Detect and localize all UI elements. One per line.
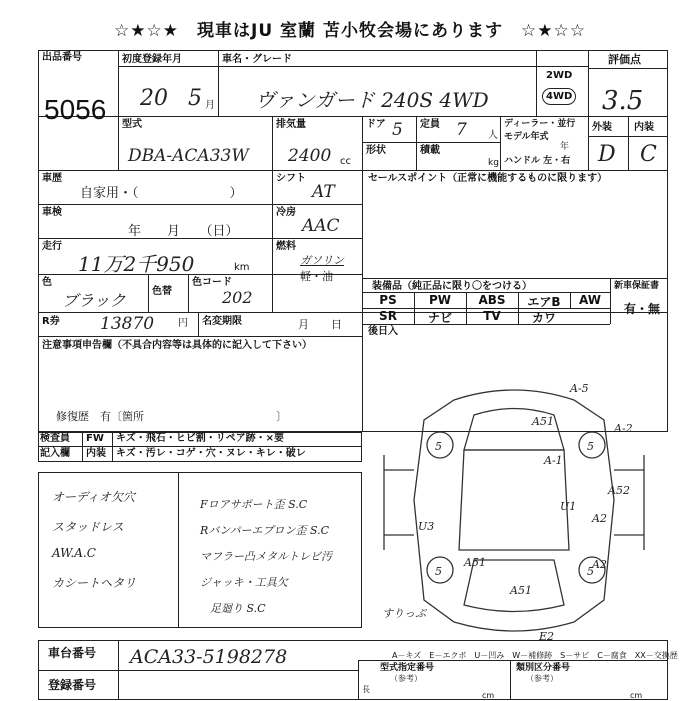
reg-label: 登録番号 bbox=[48, 678, 97, 692]
svg-text:U1: U1 bbox=[560, 500, 577, 513]
header-title: ☆★☆★ 現車はJU 室蘭 苫小牧会場にあります ☆★☆☆ bbox=[114, 21, 586, 41]
spec-label: 型式指定番号 bbox=[380, 663, 435, 673]
equip-sr: SR bbox=[379, 309, 397, 323]
displacement-label: 排気量 bbox=[276, 119, 306, 130]
equip-pw: PW bbox=[428, 293, 452, 307]
shaken-value: 年 月 （日） bbox=[128, 224, 239, 239]
inspector-entry-label: 記入欄 bbox=[40, 448, 70, 459]
model-label: 型式 bbox=[122, 119, 142, 130]
svg-text:A-2: A-2 bbox=[614, 422, 633, 435]
svg-text:A51: A51 bbox=[464, 556, 486, 569]
history-label: 車歴 bbox=[42, 173, 62, 184]
chassis-value: ACA33-5198278 bbox=[130, 646, 288, 668]
equip-navi: ナビ bbox=[427, 311, 452, 325]
tire-rr: 5 bbox=[587, 565, 594, 578]
note-left-2: スタッドレス bbox=[52, 520, 124, 534]
doors-value: 5 bbox=[392, 120, 403, 140]
first-reg-month: 5 bbox=[188, 86, 202, 111]
note-right-3: マフラー凸メタルトレビ汚 bbox=[200, 550, 332, 563]
note-right-1: Fロアサポート歪 S.C bbox=[200, 498, 308, 511]
color-code-value: 202 bbox=[222, 288, 253, 307]
aircon-label: 冷房 bbox=[276, 207, 296, 218]
mileage-value: 11万2千950 bbox=[78, 252, 195, 276]
color-value: ブラック bbox=[62, 291, 126, 310]
mileage-label: 走行 bbox=[42, 241, 62, 252]
svg-text:E2: E2 bbox=[539, 630, 555, 643]
note-right-2: Rバンパーエプロン歪 S.C bbox=[200, 524, 330, 537]
inspector-fw: FW bbox=[86, 433, 104, 444]
drive-2wd-label: 2WD bbox=[546, 70, 573, 81]
first-reg-year: 20 bbox=[140, 86, 168, 111]
model-year-label: モデル年式 bbox=[504, 132, 549, 142]
warranty-label: 新車保証書 bbox=[614, 281, 660, 291]
svg-text:A2: A2 bbox=[592, 512, 607, 525]
paint-label: 色替 bbox=[152, 286, 172, 297]
history-value: 自家用・（ ） bbox=[80, 186, 243, 201]
exterior-value: D bbox=[598, 142, 616, 167]
repair-history: 修復歴 有〔箇所 〕 bbox=[56, 410, 287, 423]
inspector-int: 内装 bbox=[86, 448, 106, 459]
inspector-label: 検査員 bbox=[40, 433, 70, 444]
lot-number: 5056 bbox=[44, 94, 107, 125]
svg-text:A51: A51 bbox=[532, 415, 554, 428]
svg-text:U3: U3 bbox=[418, 520, 435, 533]
equip-tv: TV bbox=[483, 309, 501, 323]
svg-text:すりっぷ: すりっぷ bbox=[382, 607, 426, 620]
displacement-value: 2400 bbox=[288, 146, 332, 166]
model-value: DBA-ACA33W bbox=[128, 146, 249, 166]
inspector-int-text: キズ・汚レ・コゲ・穴・ヌレ・キレ・破レ bbox=[116, 448, 306, 459]
shape-label: 形状 bbox=[366, 145, 386, 156]
note-right-5: 足廻り S.C bbox=[210, 602, 266, 615]
note-left-1: オーディオ欠穴 bbox=[52, 490, 136, 504]
equip-ps: PS bbox=[379, 293, 397, 307]
recycle-value: 13870 bbox=[100, 314, 155, 334]
equipment-label: 装備品（純正品に限り〇をつける） bbox=[372, 281, 532, 292]
tire-fr: 5 bbox=[587, 440, 594, 453]
equip-leather: カワ bbox=[531, 311, 556, 325]
shift-value: AT bbox=[312, 182, 335, 202]
car-name-value: ヴァンガード 240S 4WD bbox=[255, 88, 489, 112]
color-code-label: 色コード bbox=[192, 277, 232, 288]
color-label: 色 bbox=[42, 277, 52, 288]
drive-4wd-circled: 4WD bbox=[542, 88, 576, 105]
fuel-value: ガソリン bbox=[300, 254, 344, 267]
svg-text:A2: A2 bbox=[592, 558, 607, 571]
shift-label: シフト bbox=[276, 173, 306, 184]
car-name-label: 車名・グレード bbox=[222, 54, 292, 65]
diagram-legend: A－キズ E－エクボ U－凹み W－補修跡 S－サビ C－腐食 XX－交換歴 bbox=[392, 651, 678, 660]
tire-fl: 5 bbox=[435, 440, 442, 453]
dealer-label: ディーラー・並行 bbox=[504, 119, 576, 129]
rating-label: 評価点 bbox=[608, 53, 641, 66]
tail-label: 後日入 bbox=[368, 326, 398, 337]
capacity-value: 7 bbox=[456, 120, 467, 140]
inspector-fw-text: キズ・飛石・ヒビ割・リペア跡・×要 bbox=[116, 433, 284, 444]
handle-label: ハンドル 左・右 bbox=[504, 156, 571, 166]
capacity-label: 定員 bbox=[420, 119, 440, 130]
note-left-3: AW.A.C bbox=[52, 546, 96, 560]
svg-text:A-1: A-1 bbox=[544, 454, 563, 467]
class-label: 類別区分番号 bbox=[516, 663, 571, 673]
chassis-label: 車台番号 bbox=[48, 646, 97, 660]
fuel-option: 軽・油 bbox=[300, 270, 333, 283]
svg-text:A52: A52 bbox=[608, 484, 630, 497]
car-damage-diagram bbox=[364, 360, 668, 650]
sales-point-label: セールスポイント（正常に機能するものに限ります） bbox=[368, 173, 608, 184]
first-reg-label: 初度登録年月 bbox=[122, 54, 182, 65]
aircon-value: AAC bbox=[302, 216, 340, 236]
exterior-label: 外装 bbox=[592, 122, 612, 133]
notes-label: 注意事項申告欄（不具合内容等は具体的に記入して下さい） bbox=[42, 340, 312, 351]
interior-value: C bbox=[640, 142, 657, 167]
fuel-label: 燃料 bbox=[276, 241, 296, 252]
doors-label: ドア bbox=[366, 119, 386, 130]
tire-rl: 5 bbox=[435, 565, 442, 578]
note-left-4: カシートヘタリ bbox=[52, 576, 137, 590]
recycle-label: R券 bbox=[42, 316, 60, 327]
svg-text:A51: A51 bbox=[510, 584, 532, 597]
equip-aw: AW bbox=[579, 293, 601, 307]
name-change-value: 月 日 bbox=[298, 318, 342, 331]
warranty-value: 有・無 bbox=[624, 302, 661, 316]
shaken-label: 車検 bbox=[42, 207, 62, 218]
equip-airbag: エアB bbox=[527, 295, 561, 309]
load-label: 積載 bbox=[420, 145, 440, 156]
rating-value: 3.5 bbox=[602, 86, 644, 116]
interior-label: 内装 bbox=[634, 122, 654, 133]
name-change-label: 名変期限 bbox=[202, 316, 242, 327]
equip-abs: ABS bbox=[478, 293, 506, 307]
note-right-4: ジャッキ・工具欠 bbox=[200, 576, 288, 589]
lot-label: 出品番号 bbox=[42, 52, 82, 63]
svg-text:A-5: A-5 bbox=[570, 382, 589, 395]
